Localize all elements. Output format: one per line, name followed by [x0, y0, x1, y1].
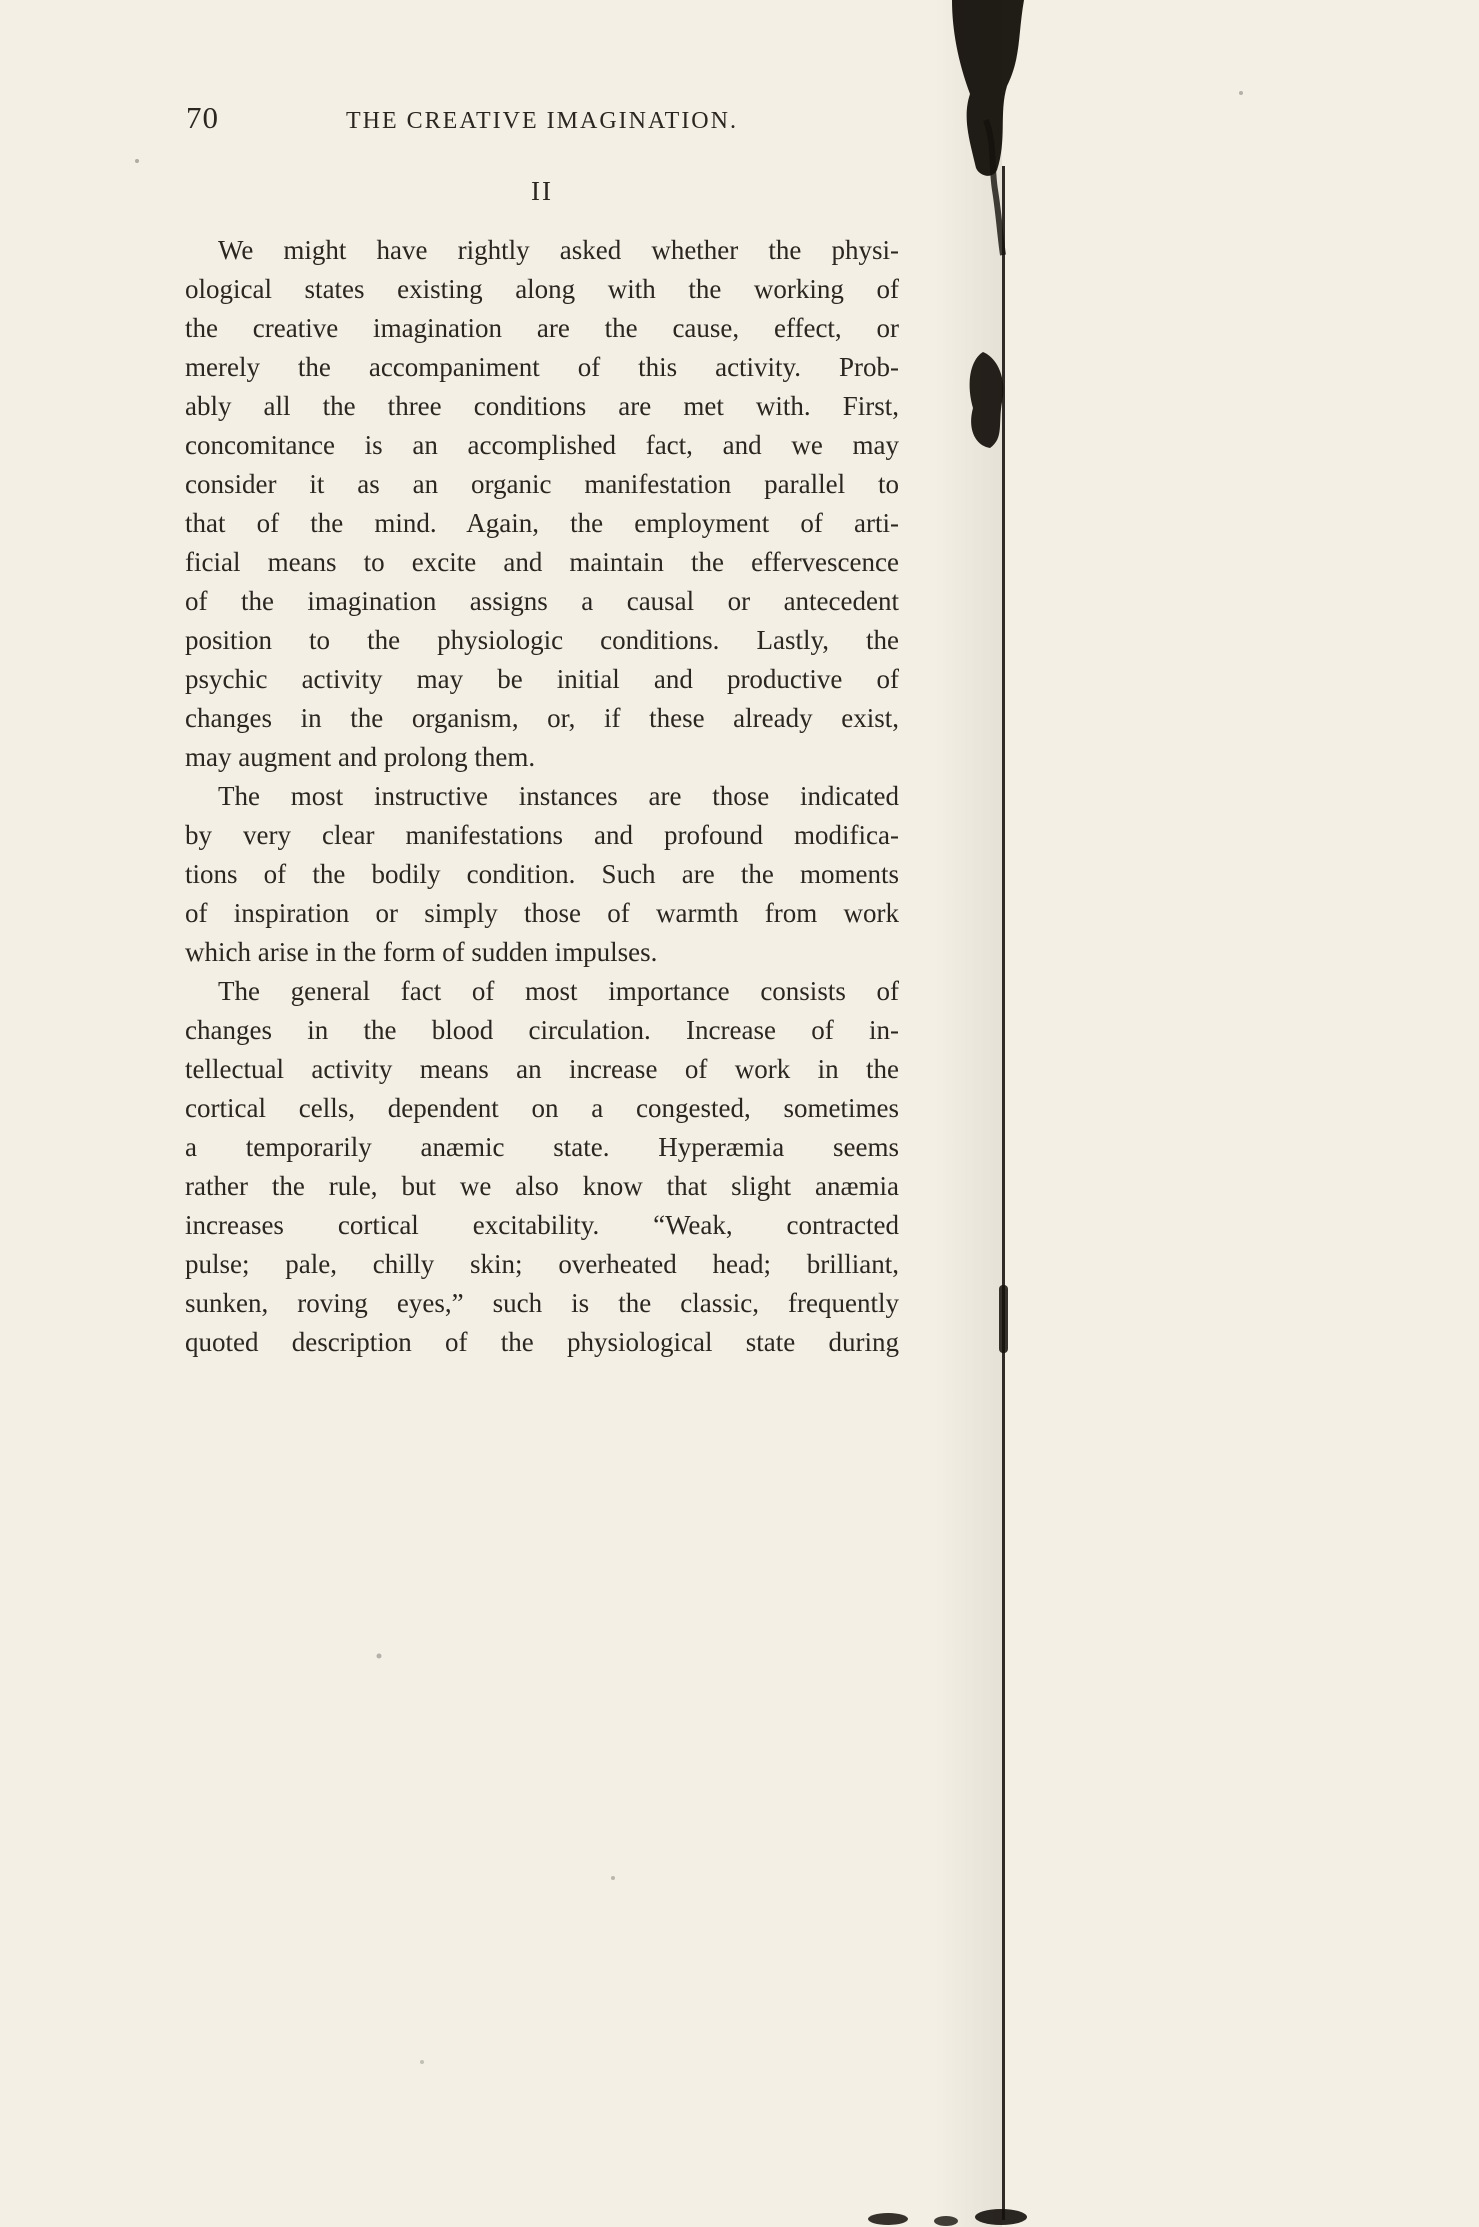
- text-line: tions of the bodily condition. Such are the moments: [185, 859, 899, 889]
- text-line: pulse; pale, chilly skin; overheated head; brilliant,: [185, 1249, 899, 1279]
- text-line: ological states existing along with the working of: [185, 274, 899, 304]
- binding-line: [1002, 166, 1005, 2220]
- paper-speck: [611, 1876, 615, 1880]
- text-line: the creative imagination are the cause, effect, or: [185, 313, 899, 343]
- text-line: We might have rightly asked whether the physi-: [218, 235, 899, 265]
- text-line: rather the rule, but we also know that slight anæmia: [185, 1171, 899, 1201]
- binding-shade: [935, 0, 1002, 2227]
- page-number: 70: [186, 100, 219, 135]
- text-line: consider it as an organic manifestation parallel to: [185, 469, 899, 499]
- text-line: psychic activity may be initial and productive of: [185, 664, 899, 694]
- text-line: increases cortical excitability. “Weak, contracted: [185, 1210, 899, 1240]
- section-heading: II: [531, 176, 553, 206]
- paper-speck: [377, 1654, 382, 1659]
- bottom-edge-mark: [934, 2216, 958, 2226]
- text-line: by very clear manifestations and profound modifica-: [185, 820, 899, 850]
- text-line: concomitance is an accomplished fact, and we may: [185, 430, 899, 460]
- text-line: that of the mind. Again, the employment of arti-: [185, 508, 899, 538]
- text-line: a temporarily anæmic state. Hyperæmia seems: [185, 1132, 899, 1162]
- ink-blob-mid: [970, 352, 1004, 448]
- text-line: position to the physiologic conditions. Lastly, the: [185, 625, 899, 655]
- text-line: tellectual activity means an increase of work in the: [185, 1054, 899, 1084]
- text-line: changes in the organism, or, if these already exist,: [185, 703, 899, 733]
- ink-blob-top-tail: [986, 120, 1003, 255]
- text-line: sunken, roving eyes,” such is the classic, frequently: [185, 1288, 899, 1318]
- body-text: [185, 231, 899, 1362]
- text-line: merely the accompaniment of this activity. Prob-: [185, 352, 899, 382]
- text-line: of the imagination assigns a causal or antecedent: [185, 586, 899, 616]
- ink-blob-top: [952, 0, 1024, 176]
- paper-speck: [420, 2060, 424, 2064]
- binding-line-thick-segment: [999, 1285, 1008, 1353]
- text-line: The most instructive instances are those indicated: [218, 781, 899, 811]
- text-line: changes in the blood circulation. Increase of in-: [185, 1015, 899, 1045]
- paper-speck: [135, 159, 139, 163]
- bottom-edge-mark: [975, 2209, 1027, 2225]
- paragraph: [185, 972, 899, 1362]
- text-line: The general fact of most importance consists of: [218, 976, 899, 1006]
- text-line: may augment and prolong them.: [185, 742, 536, 772]
- text-line: of inspiration or simply those of warmth from work: [185, 898, 899, 928]
- paragraph: [185, 231, 899, 777]
- bottom-edge-mark: [868, 2213, 908, 2225]
- text-line: ably all the three conditions are met with. First,: [185, 391, 899, 421]
- text-line: cortical cells, dependent on a congested, sometimes: [185, 1093, 899, 1123]
- text-line: quoted description of the physiological state during: [185, 1327, 899, 1357]
- running-header: THE CREATIVE IMAGINATION.: [346, 108, 738, 134]
- paragraph: [185, 777, 899, 972]
- text-line: which arise in the form of sudden impulses.: [185, 937, 658, 967]
- paper-speck: [1239, 91, 1243, 95]
- text-line: ficial means to excite and maintain the effervescence: [185, 547, 899, 577]
